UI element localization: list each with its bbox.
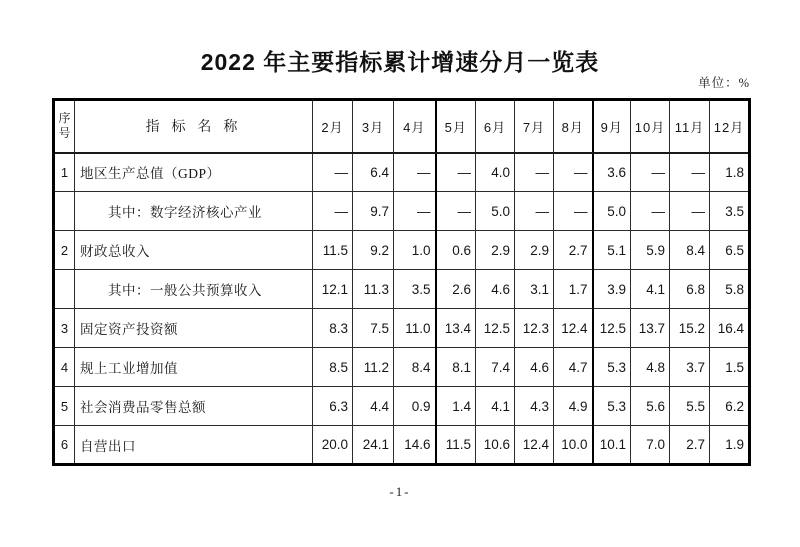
header-month-9: 9月 (593, 100, 631, 153)
value-cell: 13.4 (436, 309, 476, 348)
value-cell: 8.5 (313, 348, 353, 387)
value-cell: 3.5 (394, 270, 436, 309)
table-row (54, 387, 750, 426)
value-cell: 12.4 (554, 309, 593, 348)
value-cell: — (436, 153, 476, 192)
row-indicator: 其中：一般公共预算收入 (75, 270, 313, 309)
value-cell: 1.8 (710, 153, 750, 192)
value-cell: 3.1 (515, 270, 554, 309)
row-indicator: 财政总收入 (75, 231, 313, 270)
value-cell: 3.9 (593, 270, 631, 309)
page-title: 2022 年主要指标累计增速分月一览表 (200, 49, 600, 75)
value-cell: 2.9 (476, 231, 515, 270)
value-cell: 12.5 (476, 309, 515, 348)
row-indicator: 社会消费品零售总额 (75, 387, 313, 426)
value-cell: 11.3 (353, 270, 394, 309)
value-cell: 8.4 (670, 231, 710, 270)
table-row (54, 309, 750, 348)
header-month-6: 6月 (476, 100, 515, 153)
table-row (54, 348, 750, 387)
row-seq: 3 (54, 309, 75, 348)
value-cell: 20.0 (313, 426, 353, 465)
value-cell: — (554, 192, 593, 231)
header-month-12: 12月 (710, 100, 750, 153)
value-cell: — (670, 153, 710, 192)
row-indicator: 自营出口 (75, 426, 313, 465)
value-cell: 12.3 (515, 309, 554, 348)
row-indicator: 固定资产投资额 (75, 309, 313, 348)
value-cell: 4.6 (515, 348, 554, 387)
value-cell: 3.6 (593, 153, 631, 192)
value-cell: 1.7 (554, 270, 593, 309)
value-cell: — (313, 153, 353, 192)
row-seq: 1 (54, 153, 75, 192)
value-cell: 7.5 (353, 309, 394, 348)
row-seq: 2 (54, 231, 75, 270)
value-cell: 8.1 (436, 348, 476, 387)
value-cell: 5.6 (631, 387, 670, 426)
value-cell: 5.9 (631, 231, 670, 270)
header-seq: 序号 (54, 100, 75, 153)
value-cell: 6.8 (670, 270, 710, 309)
value-cell: 10.6 (476, 426, 515, 465)
header-month-4: 4月 (394, 100, 436, 153)
value-cell: 4.4 (353, 387, 394, 426)
row-indicator: 规上工业增加值 (75, 348, 313, 387)
value-cell: 2.7 (670, 426, 710, 465)
value-cell: 4.8 (631, 348, 670, 387)
value-cell: 2.7 (554, 231, 593, 270)
table-body (54, 153, 750, 465)
value-cell: 6.5 (710, 231, 750, 270)
value-cell: 4.9 (554, 387, 593, 426)
value-cell: — (394, 153, 436, 192)
header-month-11: 11月 (670, 100, 710, 153)
value-cell: 8.3 (313, 309, 353, 348)
table-row (54, 426, 750, 465)
value-cell: 0.6 (436, 231, 476, 270)
value-cell: 10.1 (593, 426, 631, 465)
value-cell: — (515, 153, 554, 192)
header-indicator: 指 标 名 称 (75, 100, 313, 153)
header-month-3: 3月 (353, 100, 394, 153)
value-cell: 0.9 (394, 387, 436, 426)
page-number: -1- (389, 484, 411, 499)
value-cell: 16.4 (710, 309, 750, 348)
value-cell: 3.5 (710, 192, 750, 231)
value-cell: 11.2 (353, 348, 394, 387)
value-cell: 7.4 (476, 348, 515, 387)
header-month-2: 2月 (313, 100, 353, 153)
value-cell: 3.7 (670, 348, 710, 387)
indicators-table (52, 98, 751, 466)
value-cell: — (670, 192, 710, 231)
table-row (54, 231, 750, 270)
value-cell: 4.1 (476, 387, 515, 426)
table-row (54, 192, 750, 231)
value-cell: 15.2 (670, 309, 710, 348)
value-cell: 12.5 (593, 309, 631, 348)
value-cell: — (394, 192, 436, 231)
value-cell: 11.0 (394, 309, 436, 348)
value-cell: 5.1 (593, 231, 631, 270)
value-cell: 11.5 (313, 231, 353, 270)
value-cell: 6.2 (710, 387, 750, 426)
value-cell: 4.6 (476, 270, 515, 309)
row-seq: 4 (54, 348, 75, 387)
value-cell: 4.3 (515, 387, 554, 426)
row-seq (54, 192, 75, 231)
row-seq (54, 270, 75, 309)
value-cell: 13.7 (631, 309, 670, 348)
value-cell: — (313, 192, 353, 231)
value-cell: 5.3 (593, 348, 631, 387)
value-cell: 12.1 (313, 270, 353, 309)
value-cell: 2.9 (515, 231, 554, 270)
header-month-10: 10月 (631, 100, 670, 153)
header-month-5: 5月 (436, 100, 476, 153)
row-indicator: 地区生产总值（GDP） (75, 153, 313, 192)
value-cell: 24.1 (353, 426, 394, 465)
value-cell: 11.5 (436, 426, 476, 465)
value-cell: 5.0 (593, 192, 631, 231)
value-cell: 1.0 (394, 231, 436, 270)
value-cell: — (436, 192, 476, 231)
value-cell: 10.0 (554, 426, 593, 465)
value-cell: — (631, 153, 670, 192)
value-cell: 9.2 (353, 231, 394, 270)
value-cell: 1.5 (710, 348, 750, 387)
value-cell: 5.5 (670, 387, 710, 426)
value-cell: 4.1 (631, 270, 670, 309)
value-cell: 4.7 (554, 348, 593, 387)
value-cell: 2.6 (436, 270, 476, 309)
value-cell: 14.6 (394, 426, 436, 465)
row-seq: 5 (54, 387, 75, 426)
value-cell: — (631, 192, 670, 231)
value-cell: 6.4 (353, 153, 394, 192)
value-cell: 12.4 (515, 426, 554, 465)
value-cell: — (515, 192, 554, 231)
value-cell: 5.8 (710, 270, 750, 309)
unit-label: 单位：% (698, 76, 750, 90)
row-indicator: 其中：数字经济核心产业 (75, 192, 313, 231)
value-cell: 1.9 (710, 426, 750, 465)
value-cell: 9.7 (353, 192, 394, 231)
table-row (54, 153, 750, 192)
table-row (54, 270, 750, 309)
header-month-8: 8月 (554, 100, 593, 153)
value-cell: 8.4 (394, 348, 436, 387)
value-cell: 6.3 (313, 387, 353, 426)
value-cell: 7.0 (631, 426, 670, 465)
value-cell: 5.3 (593, 387, 631, 426)
value-cell: 5.0 (476, 192, 515, 231)
value-cell: 4.0 (476, 153, 515, 192)
value-cell: 1.4 (436, 387, 476, 426)
header-month-7: 7月 (515, 100, 554, 153)
value-cell: — (554, 153, 593, 192)
header-row (54, 100, 750, 153)
row-seq: 6 (54, 426, 75, 465)
